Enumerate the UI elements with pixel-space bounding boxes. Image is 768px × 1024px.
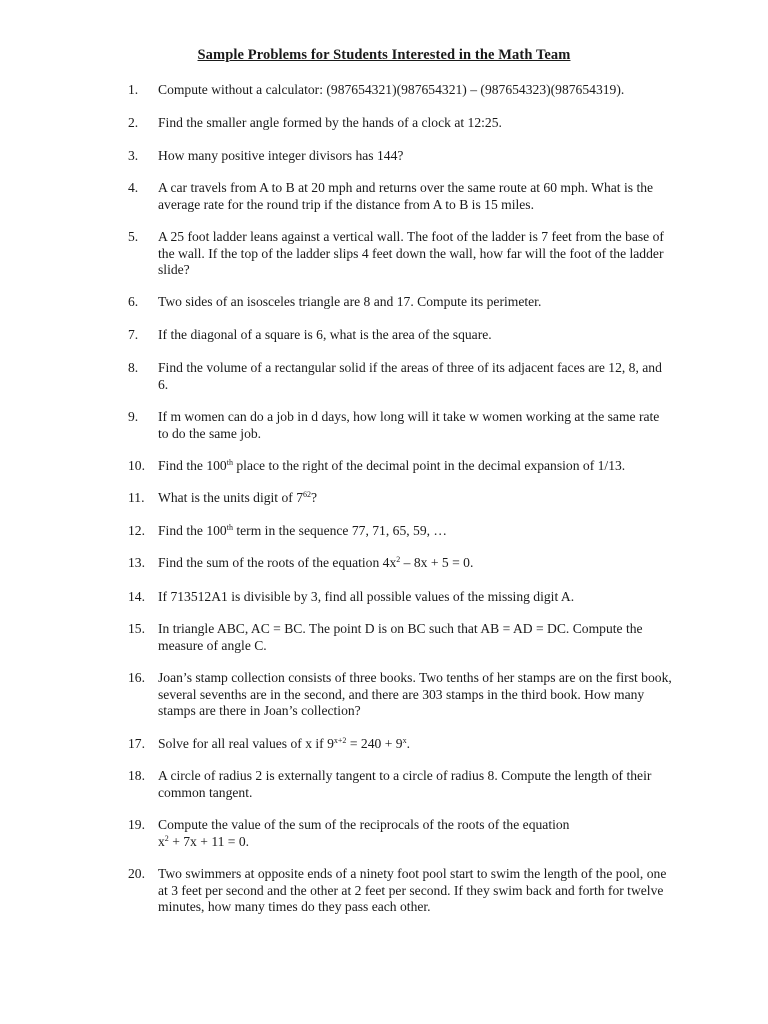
problem-item bbox=[128, 327, 673, 344]
problem-number: 10. bbox=[128, 458, 145, 473]
problem-text: In triangle ABC, AC = BC. The point D is on BC such that AB = AD = DC. Compute the measure of angle C. bbox=[158, 621, 643, 653]
superscript: th bbox=[226, 523, 233, 532]
problem-number: 12. bbox=[128, 523, 145, 538]
problem-item bbox=[128, 360, 673, 393]
problem-number: 7. bbox=[128, 327, 139, 342]
problem-text: If 713512A1 is divisible by 3, find all possible values of the missing digit A. bbox=[158, 589, 575, 604]
problem-text: Find the sum of the roots of the equation $4x^2 - 8x + 5 = 0$. bbox=[158, 555, 474, 570]
problem-text: Find the 100th term in the sequence 77, 71, 65, 59, … bbox=[158, 523, 448, 538]
problem-number: 9. bbox=[128, 409, 139, 424]
problem-text: Find the smaller angle formed by the hands of a clock at 12:25. bbox=[158, 115, 502, 130]
superscript: x bbox=[402, 736, 407, 745]
problem-number: 15. bbox=[128, 621, 145, 636]
problem-item bbox=[128, 115, 673, 132]
problem-text: Joan’s stamp collection consists of three books. Two tenths of her stamps are on the first book, several sevenths are in the second, and there are 303 stamps in the third book. How many stamps are there in Joan’s collection? bbox=[158, 670, 672, 719]
problem-number: 4. bbox=[128, 180, 139, 195]
problem-item bbox=[128, 736, 673, 753]
problem-item bbox=[128, 294, 673, 311]
page-title: Sample Problems for Students Interested in the Math Team bbox=[197, 47, 571, 63]
problem-text: Find the volume of a rectangular solid if the areas of three of its adjacent faces are 12, 8, and 6. bbox=[158, 360, 662, 392]
problem-item bbox=[128, 148, 673, 165]
superscript: 2 bbox=[164, 833, 169, 843]
problem-text: Solve for all real values of x if $9^{x+2} = 240 + 9^x$. bbox=[158, 736, 410, 751]
problem-number: 11. bbox=[128, 490, 145, 505]
problem-text: A car travels from A to B at 20 mph and returns over the same route at 60 mph. What is the average rate for the round trip if the distance from A to B is 15 miles. bbox=[158, 180, 654, 212]
problem-item bbox=[128, 866, 673, 916]
problem-number: 3. bbox=[128, 148, 139, 163]
problem-number: 8. bbox=[128, 360, 139, 375]
problem-text: How many positive integer divisors has 144? bbox=[158, 148, 404, 163]
problem-number: 19. bbox=[128, 817, 145, 832]
problem-text: If the diagonal of a square is 6, what is the area of the square. bbox=[158, 327, 492, 342]
problem-text: If m women can do a job in d days, how long will it take w women working at the same rate to do the same job. bbox=[158, 409, 660, 441]
problem-text: What is the units digit of $7^{62}$? bbox=[158, 490, 318, 505]
problem-text: A 25 foot ladder leans against a vertical wall. The foot of the ladder is 7 feet from the base of the wall. If the top of the ladder slips 4 feet down the wall, how far will the foot of the ladder slide? bbox=[158, 229, 664, 278]
problem-text: Two sides of an isosceles triangle are 8 and 17. Compute its perimeter. bbox=[158, 294, 542, 309]
problem-item bbox=[128, 458, 673, 475]
problem-item bbox=[128, 490, 673, 507]
problem-item bbox=[128, 555, 673, 572]
problem-number: 2. bbox=[128, 115, 139, 130]
superscript: 62 bbox=[303, 490, 311, 499]
problem-number: 17. bbox=[128, 736, 145, 751]
problem-number: 1. bbox=[128, 82, 139, 97]
problem-text: Compute without a calculator: (987654321)(987654321) – (987654323)(987654319). bbox=[158, 82, 625, 97]
problem-number: 6. bbox=[128, 294, 139, 309]
problem-item bbox=[128, 229, 673, 279]
problem-item bbox=[128, 621, 673, 654]
problem-number: 20. bbox=[128, 866, 145, 881]
problem-item bbox=[128, 523, 673, 540]
problem-item bbox=[128, 180, 673, 213]
problem-number: 5. bbox=[128, 229, 139, 244]
problem-item bbox=[128, 670, 673, 720]
problem-item bbox=[128, 82, 673, 99]
problem-text: Compute the value of the sum of the reciprocals of the roots of the equation $x^2 + 7x + 11 = 0$. bbox=[158, 817, 570, 849]
problem-item bbox=[128, 589, 673, 606]
problem-text: Find the 100th place to the right of the decimal point in the decimal expansion of 1/13. bbox=[158, 458, 626, 473]
problem-text: Two swimmers at opposite ends of a ninety foot pool start to swim the length of the pool, one at 3 feet per second and the other at 2 feet per second. If they swim back and forth for twelve minutes, how many times do they pass each other. bbox=[158, 866, 667, 915]
problem-item bbox=[128, 409, 673, 442]
problem-text: A circle of radius 2 is externally tangent to a circle of radius 8. Compute the length of their common tangent. bbox=[158, 768, 652, 800]
problem-number: 18. bbox=[128, 768, 145, 783]
superscript: x+2 bbox=[333, 736, 347, 745]
problem-number: 16. bbox=[128, 670, 145, 685]
problem-number: 14. bbox=[128, 589, 145, 604]
problem-item bbox=[128, 817, 673, 850]
problem-item bbox=[128, 768, 673, 801]
problem-number: 13. bbox=[128, 555, 145, 570]
superscript: th bbox=[226, 458, 233, 467]
superscript: 2 bbox=[396, 555, 401, 564]
